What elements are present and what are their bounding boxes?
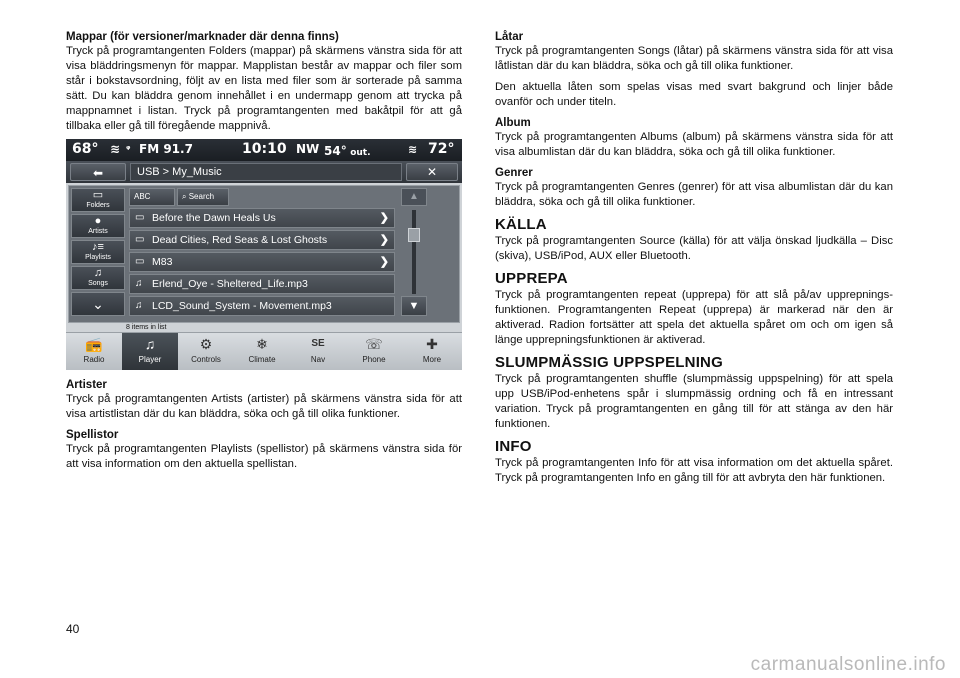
list-item-label: Erlend_Oye - Sheltered_Life.mp3 bbox=[152, 278, 308, 290]
scroll-up-button[interactable] bbox=[401, 188, 427, 206]
arrow-down-icon: ▼ bbox=[408, 300, 420, 312]
page-number: 40 bbox=[66, 622, 80, 636]
driver-temperature: 68° bbox=[72, 141, 99, 157]
bottom-item-controls[interactable] bbox=[178, 333, 234, 370]
watermark[interactable]: carmanualsonline.info bbox=[750, 654, 946, 675]
search-button[interactable] bbox=[177, 188, 229, 206]
browser-panel bbox=[68, 185, 460, 323]
kalla-text: Tryck på programtangenten Source (källa) för att välja önskad ljudkälla – Disc (skiva), USB/iPod, AUX eller Bluetooth. bbox=[495, 235, 893, 262]
status-bar bbox=[66, 139, 462, 161]
climate-icon: ❄ bbox=[256, 336, 268, 352]
music-note-icon: ♫ bbox=[135, 300, 143, 311]
passenger-heated-seat-icon: ≋ bbox=[408, 143, 418, 156]
search-icon: ⌕ bbox=[182, 192, 187, 201]
list-item[interactable] bbox=[129, 208, 395, 228]
clock: 10:10 bbox=[242, 141, 287, 157]
bottom-item-more[interactable] bbox=[402, 333, 462, 370]
phone-icon: ☏ bbox=[365, 336, 383, 352]
bottom-item-phone[interactable] bbox=[346, 333, 402, 370]
nav-bar bbox=[66, 161, 462, 183]
latar-heading: Låtar bbox=[495, 31, 524, 43]
list-item[interactable] bbox=[129, 296, 395, 316]
genrer-heading: Genrer bbox=[495, 167, 533, 179]
chevron-right-icon: ❯ bbox=[379, 256, 389, 268]
compass-heading: NW bbox=[296, 142, 320, 156]
list-item[interactable] bbox=[129, 230, 395, 250]
abc-label: ABC bbox=[134, 192, 151, 201]
artister-text: Tryck på programtangenten Artists (artister) på skärmens vänstra sida för att visa artistlistan där du kan bläddra, söka och gå till olika funktioner. bbox=[66, 393, 462, 420]
list-scrollbar[interactable] bbox=[399, 188, 455, 318]
info-heading: INFO bbox=[495, 438, 532, 455]
left-column bbox=[66, 30, 462, 140]
bottom-item-label: Climate bbox=[248, 355, 276, 364]
chevron-right-icon: ❯ bbox=[379, 212, 389, 224]
list-item-label: LCD_Sound_System - Movement.mp3 bbox=[152, 300, 332, 312]
items-count: 8 items in list bbox=[126, 324, 167, 331]
bottom-item-label: Player bbox=[138, 355, 162, 364]
bottom-item-climate[interactable] bbox=[234, 333, 290, 370]
arrow-up-icon: ▲ bbox=[409, 191, 419, 202]
music-note-icon: ♫ bbox=[135, 278, 143, 289]
close-icon: ✕ bbox=[426, 165, 438, 179]
controls-icon: ⚙ bbox=[199, 336, 213, 352]
outside-temp-value: 54° bbox=[324, 144, 347, 158]
playlist-icon: ♪≡ bbox=[92, 241, 104, 253]
artister-heading: Artister bbox=[66, 379, 107, 391]
bottom-item-player[interactable] bbox=[122, 333, 178, 370]
sidebar-item-label: Songs bbox=[88, 280, 108, 287]
back-arrow-icon: ⬅ bbox=[92, 166, 104, 180]
sidebar-item-folders[interactable] bbox=[71, 188, 125, 212]
sidebar-item-label: Playlists bbox=[85, 254, 111, 261]
sidebar-item-playlists[interactable] bbox=[71, 240, 125, 264]
folder-icon: ▭ bbox=[135, 212, 145, 223]
radio-signal-icon: ᵠ bbox=[126, 145, 131, 155]
player-icon: ♫ bbox=[144, 336, 156, 352]
kalla-heading: KÄLLA bbox=[495, 216, 547, 233]
person-icon: ● bbox=[94, 215, 102, 227]
sidebar-item-songs[interactable] bbox=[71, 266, 125, 290]
plus-icon: ✚ bbox=[426, 336, 438, 352]
sidebar-more-button[interactable] bbox=[71, 292, 125, 316]
abc-button[interactable] bbox=[129, 188, 175, 206]
spellistor-text: Tryck på programtangenten Playlists (spellistor) på skärmens vänstra sida för att visa information om den aktuella spellistan. bbox=[66, 443, 462, 470]
bottom-item-label: More bbox=[422, 355, 442, 364]
radio-station: FM 91.7 bbox=[139, 142, 193, 156]
radio-icon: 📻 bbox=[85, 336, 103, 352]
breadcrumb: USB > My_Music bbox=[130, 163, 402, 181]
back-button[interactable] bbox=[70, 163, 126, 181]
upprepa-heading: UPPREPA bbox=[495, 270, 568, 287]
sidebar-item-label: Folders bbox=[86, 202, 110, 209]
scroll-track[interactable] bbox=[412, 210, 416, 294]
browse-sidebar bbox=[71, 188, 127, 318]
heated-seat-icon: ≋ bbox=[110, 142, 121, 156]
folder-icon: ▭ bbox=[135, 256, 145, 267]
shuffle-heading: SLUMPMÄSSIG UPPSPELNING bbox=[495, 354, 723, 371]
genrer-text: Tryck på programtangenten Genres (genrer) för att visa albumlistan där du kan bläddra, söka och gå till olika funktioner. bbox=[495, 181, 893, 208]
right-column bbox=[495, 30, 893, 492]
scroll-thumb[interactable] bbox=[408, 228, 420, 242]
bottom-item-label: Controls bbox=[191, 355, 221, 364]
spellistor-heading: Spellistor bbox=[66, 429, 119, 441]
folder-icon: ▭ bbox=[135, 234, 145, 245]
mappar-heading: Mappar (för versioner/marknader där denna finns) bbox=[66, 31, 339, 43]
bottom-menu-bar bbox=[66, 332, 462, 370]
list-item[interactable] bbox=[129, 274, 395, 294]
compass-icon: SE bbox=[311, 338, 325, 349]
file-list bbox=[129, 188, 395, 318]
mappar-text: Tryck på programtangenten Folders (mappar) på skärmens vänstra sida för att visa bläddringsmenyn för mappar. Mapplistan består av mappar och filer som står i bokstavsordning, följt av en lista med filer som är sorterade på samma sätt. Du kan bläddra genom innehållet i en undermapp genom att trycka på mappnamnet i listan. Tryck på programtangenten med bakåtpil för att gå tillbaka eller gå till föregående mappnivå. bbox=[66, 45, 462, 132]
infotainment-screen bbox=[66, 139, 462, 370]
latar-text: Tryck på programtangenten Songs (låtar) på skärmens vänstra sida för att visa låtlistan där du kan bläddra, söka och gå till olika funktioner. bbox=[495, 45, 893, 72]
search-label: Search bbox=[188, 192, 215, 201]
shuffle-text: Tryck på programtangenten shuffle (slumpmässig uppspelning) för att spela upp USB/iPod-enhetens spår i slumpmässig ordning och få en intressant variation. Tryck på programtangenten en gång till för att stänga av den här funktionen. bbox=[495, 373, 893, 430]
sidebar-item-artists[interactable] bbox=[71, 214, 125, 238]
latar-text-2: Den aktuella låten som spelas visas med svart bakgrund och linjer både ovanför och under titeln. bbox=[495, 81, 893, 108]
list-toolbar bbox=[129, 188, 395, 206]
list-item[interactable] bbox=[129, 252, 395, 272]
sidebar-item-label: Artists bbox=[88, 228, 108, 235]
bottom-item-nav[interactable] bbox=[290, 333, 346, 370]
list-item-label: Dead Cities, Red Seas & Lost Ghosts bbox=[152, 234, 328, 246]
chevron-down-icon: ⌄ bbox=[92, 296, 104, 312]
album-text: Tryck på programtangenten Albums (album) på skärmens vänstra sida för att visa albumlistan där du kan bläddra, söka och gå till olika funktioner. bbox=[495, 131, 893, 158]
list-item-label: Before the Dawn Heals Us bbox=[152, 212, 276, 224]
outside-temp-label: out. bbox=[350, 148, 371, 158]
upprepa-text: Tryck på programtangenten repeat (upprepa) för att slå på/av upprepningsfunktionen. Programtangenten Repeat (upprepa) är markerad när den är aktiverad. Radion fortsätter att spela det aktuella spåret om och om igen så länge upprepningsfunktionen är aktiverad. bbox=[495, 289, 893, 346]
list-item-label: M83 bbox=[152, 256, 173, 268]
music-note-icon: ♫ bbox=[93, 267, 103, 279]
folder-icon: ▭ bbox=[92, 189, 104, 201]
scroll-down-button[interactable] bbox=[401, 296, 427, 316]
bottom-item-radio[interactable] bbox=[66, 333, 122, 370]
close-button[interactable] bbox=[406, 163, 458, 181]
passenger-temperature: 72° bbox=[428, 141, 455, 157]
album-heading: Album bbox=[495, 117, 531, 129]
outside-temperature bbox=[324, 144, 371, 158]
bottom-item-label: Radio bbox=[83, 355, 105, 364]
bottom-item-label: Phone bbox=[362, 355, 386, 364]
bottom-item-label: Nav bbox=[310, 355, 326, 364]
chevron-right-icon: ❯ bbox=[379, 234, 389, 246]
left-column-lower bbox=[66, 378, 462, 478]
info-text: Tryck på programtangenten Info för att visa information om det aktuella spåret. Tryck på programtangenten Info en gång till för att avbryta den här funktionen. bbox=[495, 457, 893, 484]
